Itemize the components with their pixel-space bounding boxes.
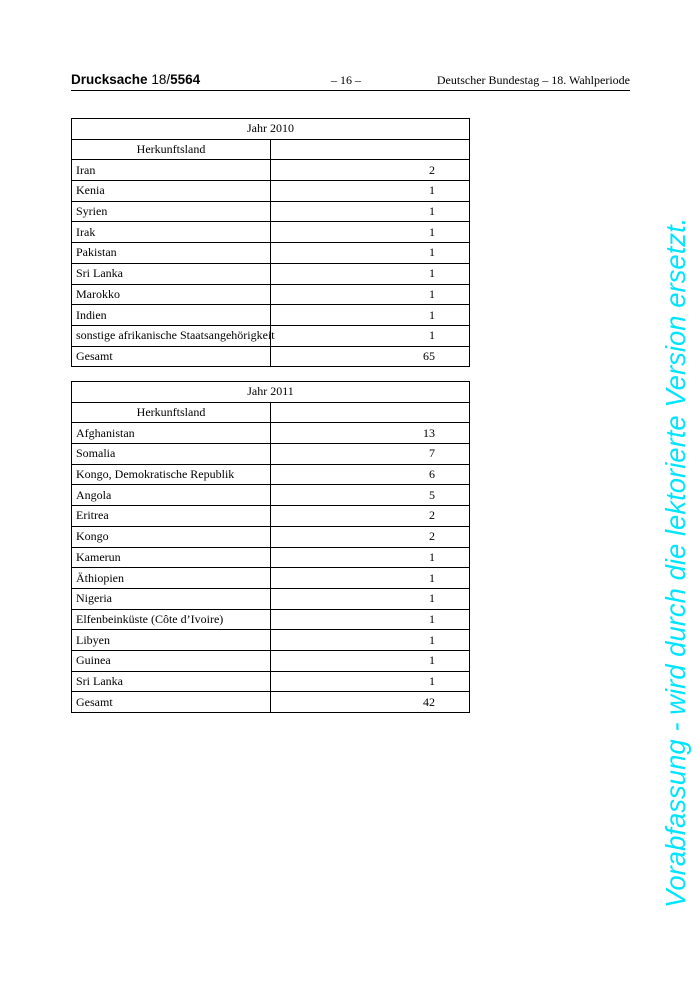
country-cell: Kongo, Demokratische Republik [72,464,271,485]
count-cell: 1 [271,630,470,651]
count-cell: 1 [271,650,470,671]
country-cell: Libyen [72,630,271,651]
column-header: Herkunftsland [72,139,271,160]
page-header [71,72,630,91]
table-row [72,263,470,284]
table-row [72,160,470,181]
country-cell: Elfenbeinküste (Côte d’Ivoire) [72,609,271,630]
count-cell: 1 [271,671,470,692]
count-cell: 2 [271,506,470,527]
table-row [72,526,470,547]
column-header: Herkunftsland [72,402,271,423]
count-cell: 1 [271,568,470,589]
table-row [72,671,470,692]
count-cell: 13 [271,423,470,444]
table-row [72,630,470,651]
country-cell: Irak [72,222,271,243]
table-row [72,650,470,671]
doc-number-period: 18 [151,72,167,87]
count-cell: 2 [271,526,470,547]
table-row [72,222,470,243]
country-cell: Nigeria [72,588,271,609]
count-cell: 2 [271,160,470,181]
country-cell: Angola [72,485,271,506]
table-row [72,346,470,367]
count-cell: 1 [271,243,470,264]
drucksache-label: Drucksache [71,72,148,87]
column-header-empty [271,139,470,160]
country-cell: Kongo [72,526,271,547]
country-cell: Kenia [72,181,271,202]
count-cell: 1 [271,284,470,305]
country-cell: Sri Lanka [72,263,271,284]
country-cell: Syrien [72,201,271,222]
table-row [72,485,470,506]
table-row [72,588,470,609]
table-row [72,506,470,527]
country-cell: Afghanistan [72,423,271,444]
table-year: Jahr 2011 [72,382,470,403]
country-cell: Gesamt [72,346,271,367]
count-cell: 1 [271,588,470,609]
table-year: Jahr 2010 [72,119,470,140]
table-row [72,181,470,202]
table-row [72,201,470,222]
count-cell: 1 [271,181,470,202]
count-cell: 1 [271,609,470,630]
country-cell: Kamerun [72,547,271,568]
table-row [72,547,470,568]
doc-number: 5564 [170,72,201,87]
country-cell: Marokko [72,284,271,305]
count-cell: 6 [271,464,470,485]
page-number: – 16 – [331,73,361,87]
table-row [72,568,470,589]
count-cell: 1 [271,547,470,568]
table-row [72,609,470,630]
table-row [72,464,470,485]
country-cell: Äthiopien [72,568,271,589]
count-cell: 1 [271,305,470,326]
count-cell: 1 [271,222,470,243]
count-cell: 42 [271,692,470,713]
table-row [72,444,470,465]
count-cell: 65 [271,346,470,367]
count-cell: 7 [271,444,470,465]
country-cell: Eritrea [72,506,271,527]
country-cell: Somalia [72,444,271,465]
country-cell: sonstige afrikanische Staatsangehörigkeit [72,325,271,346]
count-cell: 1 [271,263,470,284]
table-row [72,692,470,713]
table-row [72,284,470,305]
country-cell: Sri Lanka [72,671,271,692]
country-cell: Pakistan [72,243,271,264]
watermark: Vorabfassung - wird durch die lektorierte Version ersetzt. [660,217,691,908]
parliament-label: Deutscher Bundestag – 18. Wahlperiode [436,73,630,87]
table-row [72,243,470,264]
count-cell: 1 [271,201,470,222]
document-label: Drucksache 18/5564 [71,72,201,87]
table-row [72,305,470,326]
country-cell: Guinea [72,650,271,671]
count-cell: 5 [271,485,470,506]
country-cell: Indien [72,305,271,326]
count-cell: 1 [271,325,470,346]
table-2010 [71,118,470,367]
country-cell: Iran [72,160,271,181]
table-2011 [71,381,470,713]
column-header-empty [271,402,470,423]
country-cell: Gesamt [72,692,271,713]
table-row [72,325,470,346]
table-row [72,423,470,444]
